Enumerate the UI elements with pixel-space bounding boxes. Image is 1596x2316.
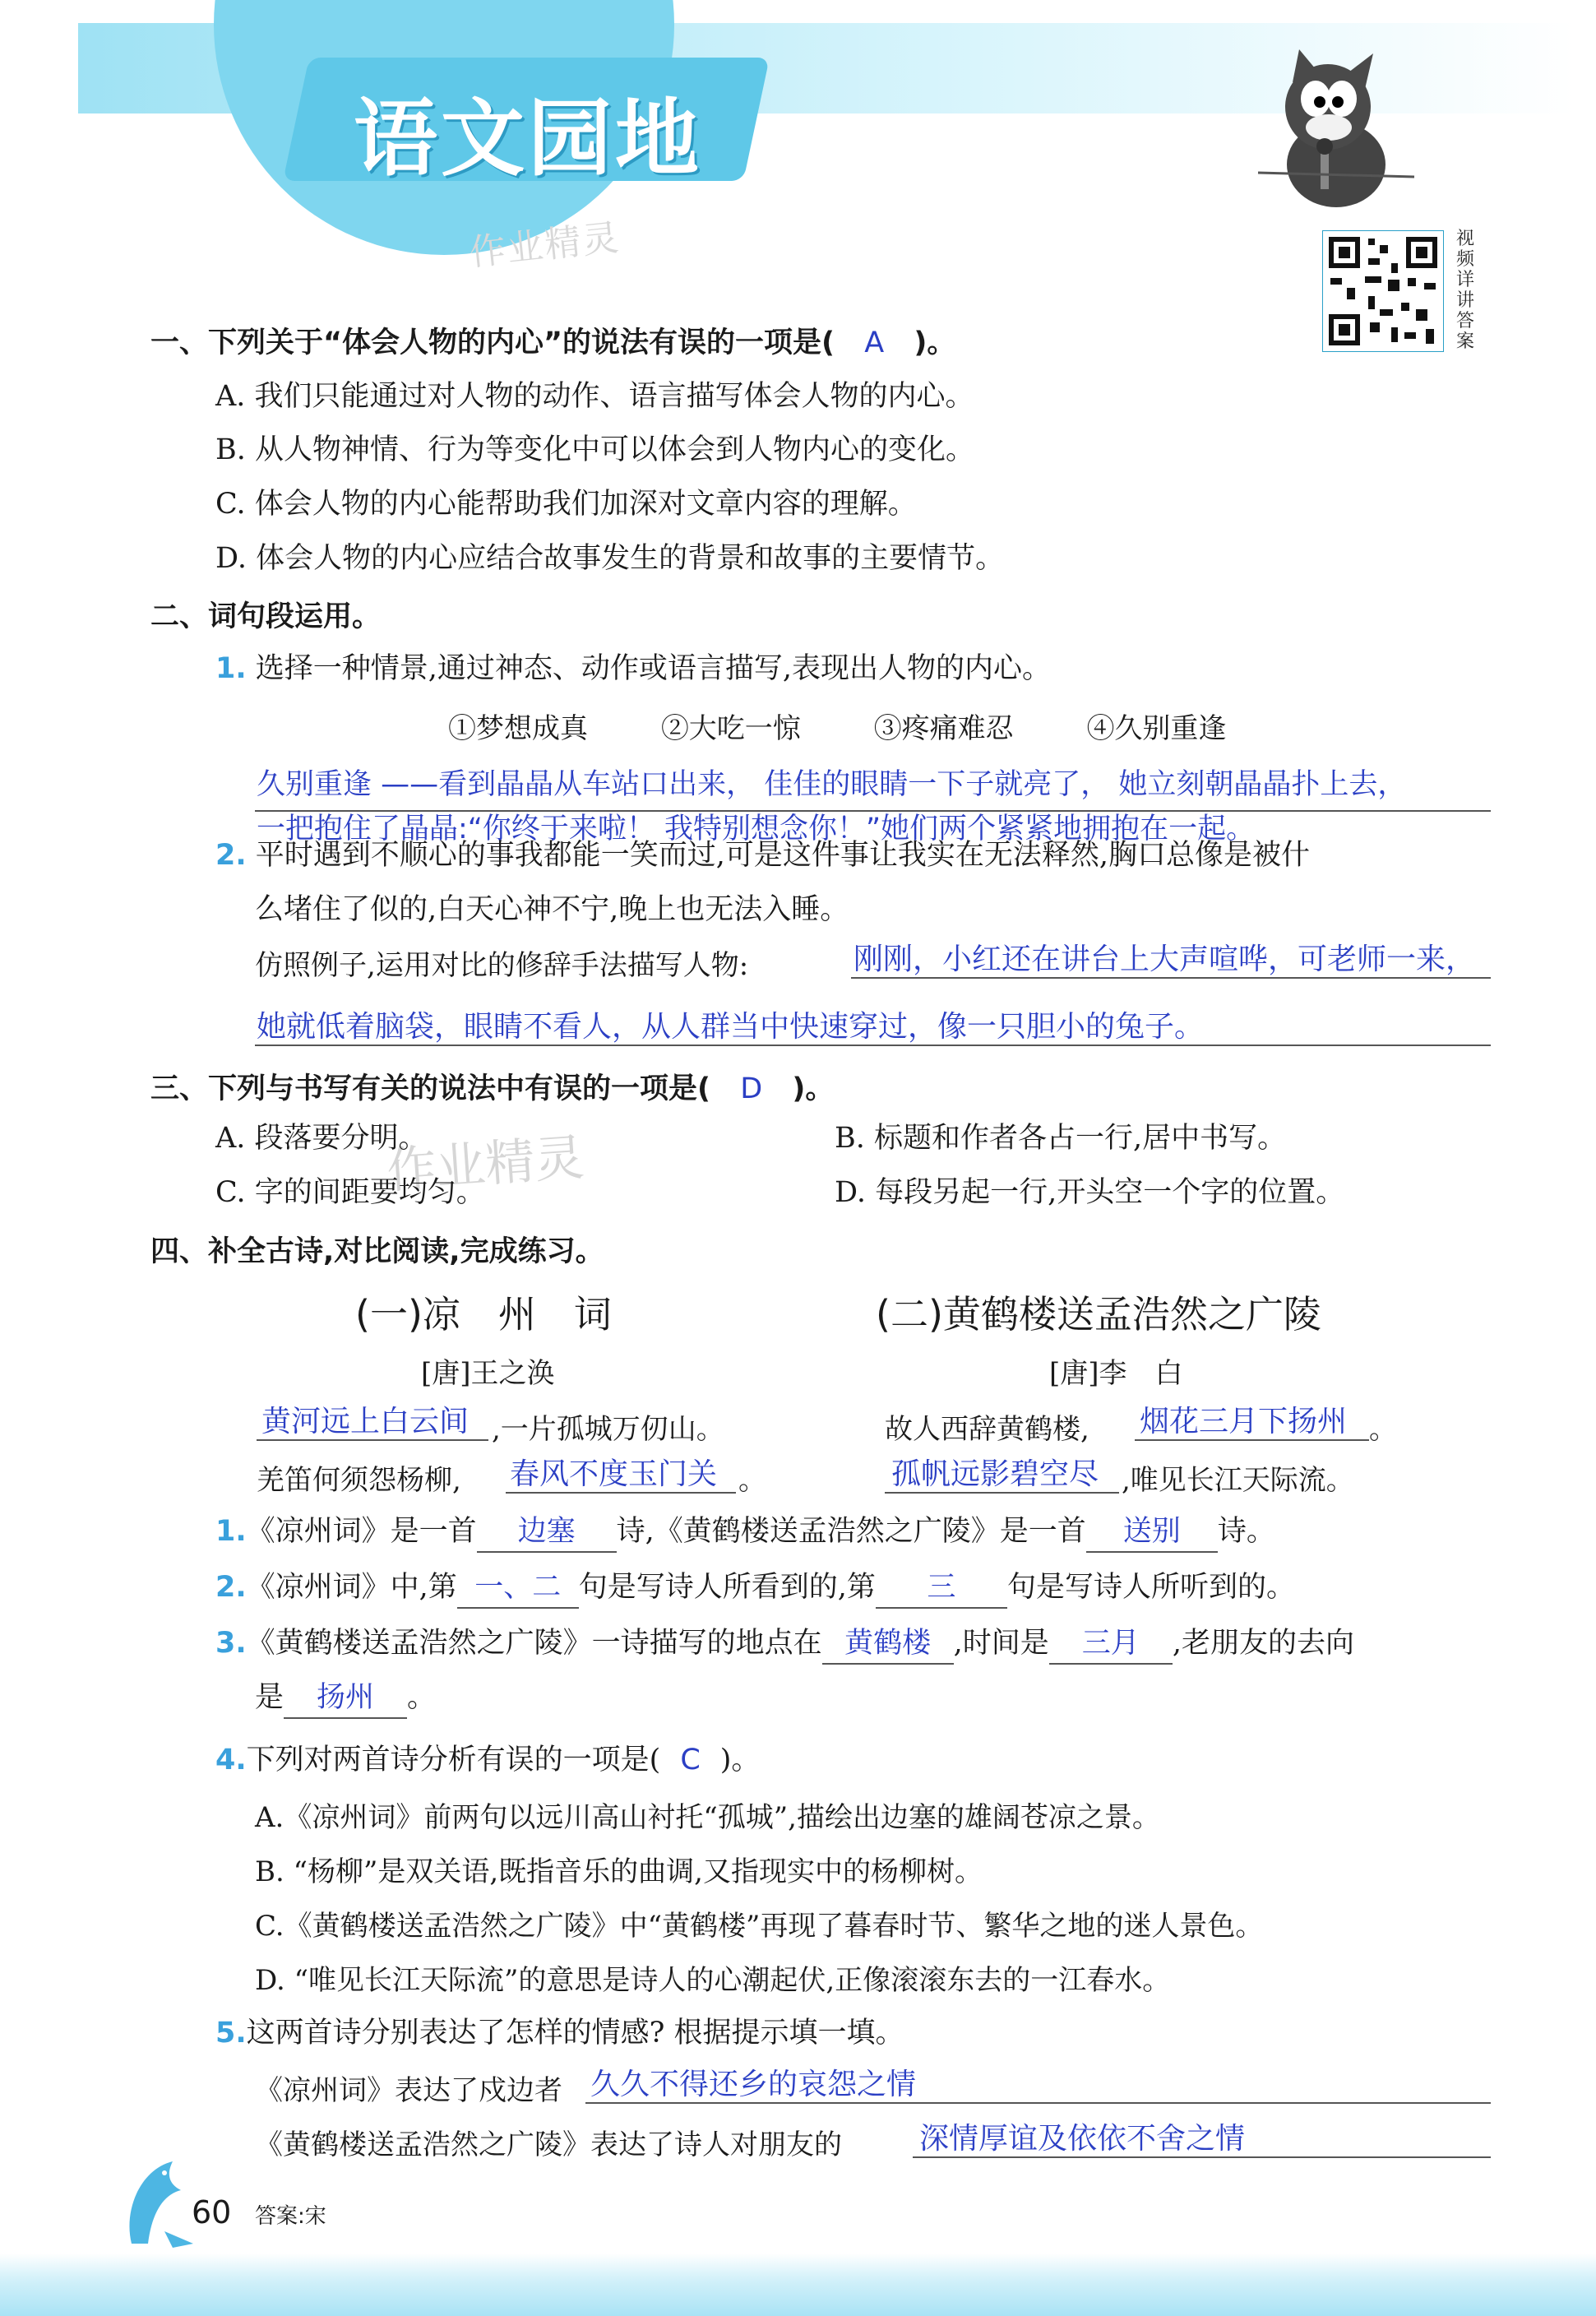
q2-item1-answer-line-2: 一把抱住了晶晶:“你终于来啦！ 我特别想念你！”她们两个紧紧地拥抱在一起。	[257, 813, 1256, 845]
q4-sub4-option-d: D. “唯见长江天际流”的意思是诗人的心潮起伏,正像滚滚东去的一江春水。	[255, 1964, 1171, 1997]
q2-item1	[215, 649, 1051, 688]
footer-note: 答案:宋	[255, 2204, 326, 2229]
page-number: 60	[192, 2194, 232, 2230]
q4-sub3-text-2: ,时间是	[953, 1627, 1049, 1660]
q4-sub4	[215, 1740, 760, 1780]
choice-2: ②大吃一惊	[660, 712, 801, 745]
q4-sub1-text-1: 《凉州词》是一首	[246, 1515, 477, 1548]
q4-sub1-blank-2	[1086, 1512, 1218, 1553]
q2-item2	[215, 836, 1310, 875]
q2-item1-number: 1.	[215, 652, 247, 685]
q2-choices	[448, 706, 1226, 746]
choice-3: ③疼痛难忍	[873, 712, 1014, 745]
q3-answer: D	[740, 1072, 763, 1105]
q4-sub1-text-2: 诗,《黄鹤楼送孟浩然之广陵》是一首	[616, 1515, 1086, 1548]
q1-heading-text: 一、下列关于“体会人物的内心”的说法有误的一项是(	[150, 327, 835, 359]
poem1-author: [唐]王之涣	[421, 1357, 555, 1390]
cat-mascot-icon	[1242, 49, 1431, 214]
q3-heading-text: 三、下列与书写有关的说法中有误的一项是(	[150, 1072, 710, 1105]
q1-option-b: B. 从人物神情、行为等变化中可以体会到人物内心的变化。	[215, 433, 974, 466]
poem1-blank-1: 黄河远上白云间	[261, 1405, 470, 1438]
qr-code-icon	[1322, 230, 1444, 352]
q4-sub3-blank-1	[822, 1624, 954, 1665]
q1-option-d: D. 体会人物的内心应结合故事发生的背景和故事的主要情节。	[215, 542, 1005, 575]
poem1-blank-2: 春风不度玉门关	[510, 1457, 718, 1491]
choice-1: ①梦想成真	[448, 712, 588, 745]
q4-sub5	[215, 2013, 904, 2053]
q4-sub2-answer-2: 三	[927, 1571, 956, 1604]
q4-sub5-answer-1: 久久不得还乡的哀怨之情	[590, 2068, 917, 2101]
watermark: 作业精灵	[467, 216, 622, 275]
q2-item1-text: 选择一种情景,通过神态、动作或语言描写,表现出人物的内心。	[255, 652, 1052, 685]
q4-sub4-number: 4.	[215, 1744, 247, 1776]
q2-item2-answer-line-1: 刚刚，小红还在讲台上大声喧哗，可老师一来，	[854, 943, 1476, 976]
q4-sub5-prompt-1: 《凉州词》表达了戍边者	[255, 2074, 562, 2107]
q3-option-a: A. 段落要分明。	[215, 1122, 428, 1155]
dolphin-icon	[115, 2153, 197, 2252]
poem2-line1-end: 。	[1369, 1413, 1397, 1446]
q3-option-d: D. 每段另起一行,开头空一个字的位置。	[835, 1176, 1345, 1209]
poem2-blank-2: 孤帆远影碧空尽	[891, 1457, 1099, 1491]
q4-sub3-text-1: 《黄鹤楼送孟浩然之广陵》一诗描写的地点在	[246, 1627, 822, 1660]
watermark-2: 作业精灵	[385, 1128, 586, 1201]
q4-sub1-blank-1	[477, 1512, 617, 1553]
q4-sub5-number: 5.	[215, 2017, 247, 2050]
q4-sub1-number: 1.	[215, 1515, 247, 1548]
q4-sub2-answer-1: 一、二	[474, 1571, 562, 1604]
q4-sub4-option-c: C.《黄鹤楼送孟浩然之广陵》中“黄鹤楼”再现了暮春时节、繁华之地的迷人景色。	[255, 1910, 1264, 1943]
q4-sub3-number: 3.	[215, 1627, 247, 1660]
q4-heading: 四、补全古诗,对比阅读,完成练习。	[150, 1235, 604, 1268]
q3-heading	[150, 1066, 834, 1107]
poem2-blank-1: 烟花三月下扬州	[1140, 1405, 1348, 1438]
q4-sub3-answer-2: 三月	[1081, 1627, 1140, 1660]
q4-sub1-text-3: 诗。	[1217, 1515, 1275, 1548]
q1-answer: A	[864, 327, 885, 359]
q3-heading-end: )。	[792, 1072, 835, 1105]
poem2-line1-start: 故人西辞黄鹤楼,	[885, 1413, 1089, 1446]
q4-sub3-text-3: ,老朋友的去向	[1172, 1627, 1354, 1660]
page-title: 语文园地	[354, 90, 702, 188]
q2-item2-answer-line-2: 她就低着脑袋，眼睛不看人，从人群当中快速穿过，像一只胆小的兔子。	[257, 1010, 1205, 1044]
q4-sub3-answer-1: 黄鹤楼	[844, 1627, 932, 1660]
q4-sub2	[215, 1568, 1295, 1609]
qr-label-text: 视频详讲答案	[1455, 229, 1474, 352]
q4-sub5-prompt-2: 《黄鹤楼送孟浩然之广陵》表达了诗人对朋友的	[255, 2128, 842, 2161]
choice-4: ④久别重逢	[1086, 712, 1227, 745]
poem1-line2-start: 羌笛何须怨杨柳,	[257, 1464, 461, 1497]
q3-option-b: B. 标题和作者各占一行,居中书写。	[835, 1122, 1287, 1155]
poem1-line1-rest: ,一片孤城万仞山。	[492, 1413, 724, 1446]
q2-item2-number: 2.	[215, 839, 247, 872]
q4-sub5-text-1: 这两首诗分别表达了怎样的情感? 根据提示填一填。	[246, 2017, 904, 2050]
q4-sub2-blank-2	[876, 1568, 1007, 1609]
q4-sub4-text-2: )。	[719, 1744, 761, 1776]
q4-sub3-line2	[255, 1678, 436, 1719]
q4-sub3-text-4: 是	[255, 1681, 285, 1714]
q4-sub5-answer-2: 深情厚谊及依依不舍之情	[919, 2122, 1246, 2156]
qr-label	[1449, 229, 1482, 352]
q4-sub4-text-1: 下列对两首诗分析有误的一项是(	[246, 1744, 661, 1776]
q4-sub4-option-a: A.《凉州词》前两句以远川高山衬托“孤城”,描绘出边塞的雄阔苍凉之景。	[255, 1801, 1160, 1834]
footer-wave	[0, 2253, 1596, 2316]
q1-option-a: A. 我们只能通过对人物的动作、语言描写体会人物的内心。	[215, 380, 974, 413]
q4-sub3-answer-3: 扬州	[317, 1681, 375, 1714]
q1-option-c: C. 体会人物的内心能帮助我们加深对文章内容的理解。	[215, 488, 917, 521]
poem2-title: (二)黄鹤楼送孟浩然之广陵	[876, 1292, 1321, 1336]
q4-sub3	[215, 1624, 1354, 1665]
poem1-line2-end: 。	[738, 1464, 766, 1497]
q4-sub2-number: 2.	[215, 1571, 247, 1604]
q2-heading: 二、词句段运用。	[150, 600, 382, 633]
q4-sub1-answer-2: 送别	[1122, 1515, 1181, 1548]
q2-item2-text-1: 平时遇到不顺心的事我都能一笑而过,可是这件事让我实在无法释然,胸口总像是被什	[255, 839, 1311, 872]
q4-sub3-text-5: 。	[407, 1681, 437, 1714]
poem2-line2-rest: ,唯见长江天际流。	[1122, 1464, 1354, 1497]
q1-heading	[150, 320, 955, 361]
q4-sub2-text-3: 句是写诗人所听到的。	[1006, 1571, 1295, 1604]
q4-sub3-blank-3	[284, 1678, 407, 1719]
q4-sub3-blank-2	[1049, 1624, 1173, 1665]
q3-option-c: C. 字的间距要均匀。	[215, 1176, 485, 1209]
q1-heading-end: )。	[914, 327, 956, 359]
poem2-author: [唐]李 白	[1049, 1357, 1183, 1390]
q4-sub2-text-2: 句是写诗人所看到的,第	[578, 1571, 876, 1604]
q4-sub2-text-1: 《凉州词》中,第	[246, 1571, 457, 1604]
q2-item1-answer-line-1: 久别重逢 ——看到晶晶从车站口出来， 佳佳的眼睛一下子就亮了， 她立刻朝晶晶扑上去，	[257, 768, 1407, 801]
q4-sub4-option-b: B. “杨柳”是双关语,既指音乐的曲调,又指现实中的杨柳树。	[255, 1855, 983, 1888]
q4-sub1	[215, 1512, 1275, 1553]
q4-sub2-blank-1	[457, 1568, 579, 1609]
q2-item2-prompt: 仿照例子,运用对比的修辞手法描写人物:	[255, 949, 749, 982]
q4-sub1-answer-1: 边塞	[517, 1515, 576, 1548]
q2-item2-text-2: 么堵住了似的,白天心神不宁,晚上也无法入睡。	[255, 893, 849, 926]
poem1-title: (一)凉 州 词	[355, 1292, 612, 1336]
q4-sub4-answer: C	[680, 1744, 701, 1776]
